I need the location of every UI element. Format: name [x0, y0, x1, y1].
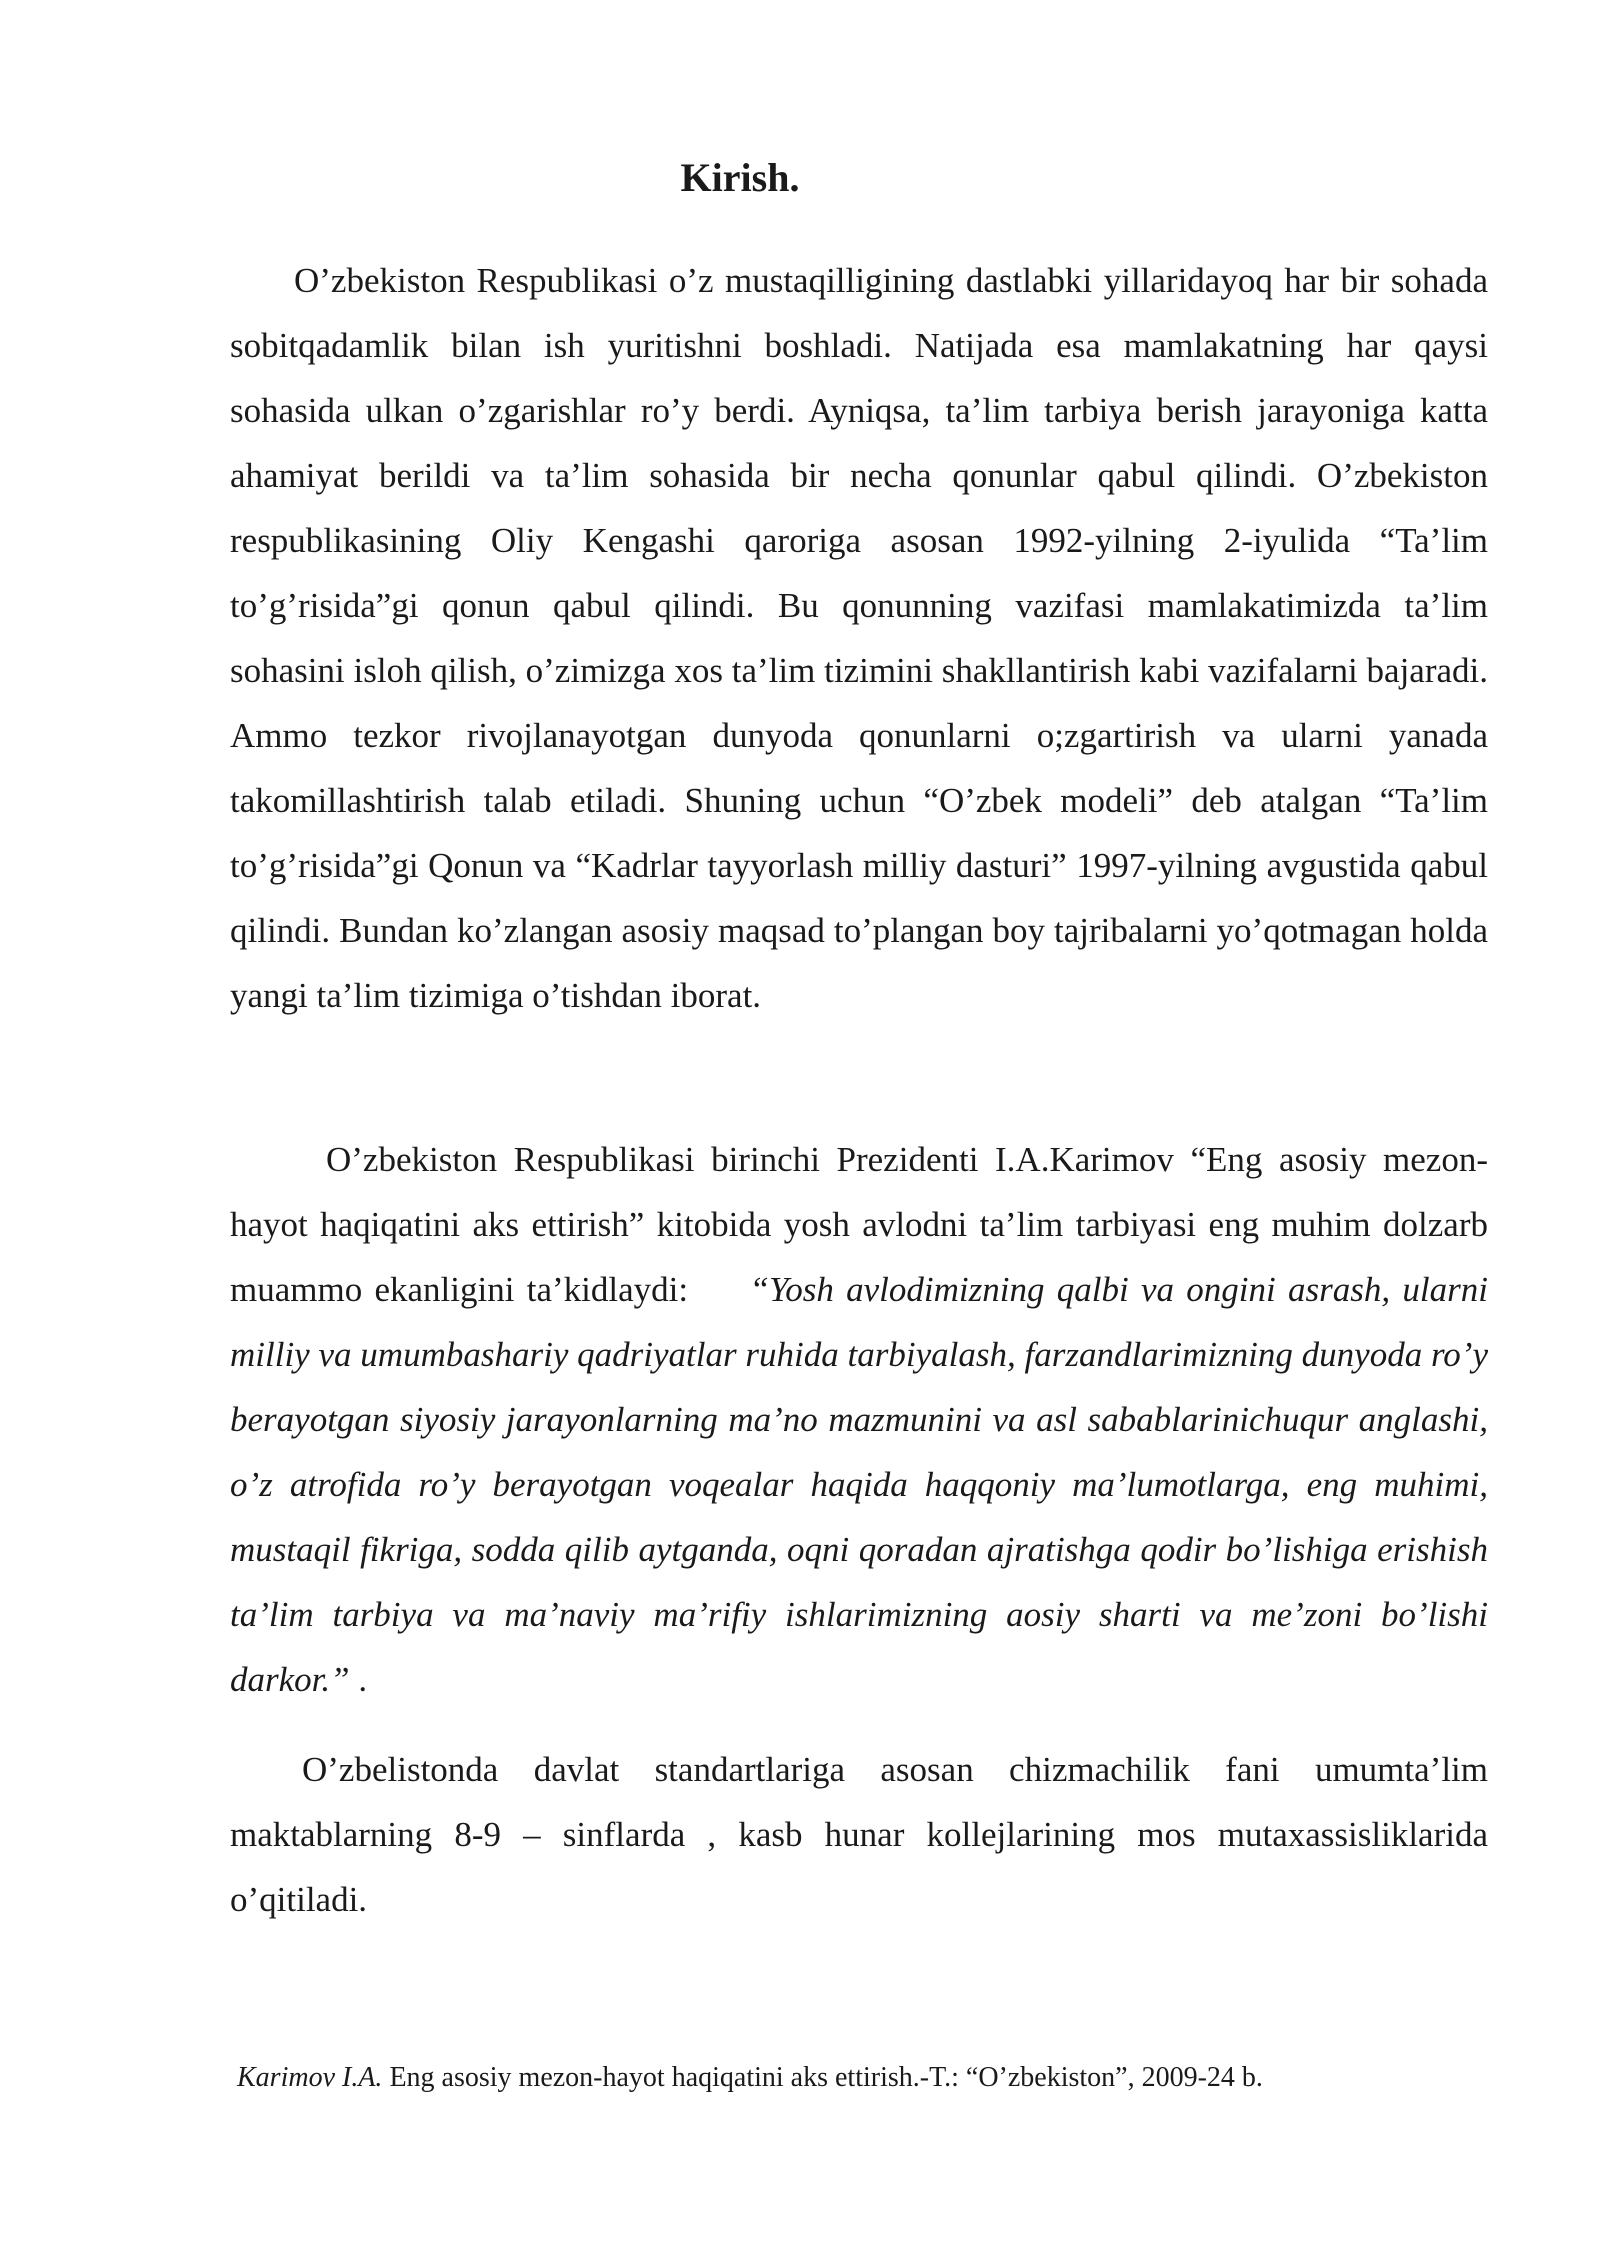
paragraph-2-tail: .: [349, 1660, 368, 1699]
paragraph-1-text: O’zbekiston Respublikasi o’z mustaqilligining dastlabki yillaridayoq har bir sohada sobitqadamlik bilan ish yuritishni boshladi. Natijada esa mamlakatning har qaysi sohasida ulkan o’zgarishlar ro’y berdi. Ayniqsa, ta’lim tarbiya berish jarayoniga katta ahamiyat berildi va ta’lim sohasida bir necha qonunlar qabul qilindi. O’zbekiston respublikasining Oliy Kengashi qaroriga asosan 1992-yilning 2-iyulida “Ta’lim to’g’risida”gi qonun qabul qilindi. Bu qonunning vazifasi mamlakatimizda ta’lim sohasini isloh qilish, o’zimizga xos ta’lim tizimini shakllantirish kabi vazifalarni bajaradi. Ammo tezkor rivojlanayotgan dunyoda qonunlarni o;zgartirish va ularni yanada takomillashtirish talab etiladi. Shuning uchun “O’zbek modeli” deb atalgan “Ta’lim to’g’risida”gi Qonun va “Kadrlar tayyorlash milliy dasturi” 1997-yilning avgustida qabul qilindi. Bundan ko’zlangan asosiy maqsad to’plangan boy tajribalarni yo’qotmagan holda yangi ta’lim tizimiga o’tishdan iborat.: [230, 261, 1488, 1015]
paragraph-3-text: O’zbelistonda davlat standartlariga asosan chizmachilik fani umumta’lim maktablarning 8-9 – sinflarda , kasb hunar kollejlarining mos mutaxassisliklarida o’qitiladi.: [230, 1750, 1488, 1919]
paragraph-2: [230, 1127, 1497, 1712]
page-title: Kirish.: [680, 155, 800, 200]
paragraph-3: [230, 1737, 1488, 1932]
paragraph-1: [230, 248, 1488, 1028]
karimov-quote: “Yosh avlodimizning qalbi va ongini asrash, ularni milliy va umumbashariy qadriyatlar ruhida tarbiyalash, farzandlarimizning dunyoda ro’y berayotgan siyosiy jarayonlarning ma’no mazmunini va asl sabablarinichuqur anglashi, o’z atrofida ro’y berayotgan voqealar haqida haqqoniy ma’lumotlarga, eng muhimi, mustaqil fikriga, sodda qilib aytganda, oqni qoradan ajratishga qodir bo’lishiga erishish ta’lim tarbiya va ma’naviy ma’rifiy ishlarimizning aosiy sharti va me’zoni bo’lishi darkor.”: [230, 1270, 1488, 1699]
paragraph-2-lead: O’zbekiston Respublikasi birinchi Prezidenti I.A.Karimov “Eng asosiy mezon- hayot haqiqatini aks ettirish” kitobida yosh avlodni ta’lim tarbiyasi eng muhim dolzarb muammo ekanligini ta’kidlaydi:: [230, 1140, 1497, 1309]
footnote-text: Eng asosiy mezon-hayot haqiqatini aks ettirish.-T.: “O’zbekiston”, 2009-24 b.: [382, 2062, 1263, 2093]
footnote: [237, 2060, 1263, 2096]
footnote-author: Karimov I.A.: [237, 2062, 383, 2093]
